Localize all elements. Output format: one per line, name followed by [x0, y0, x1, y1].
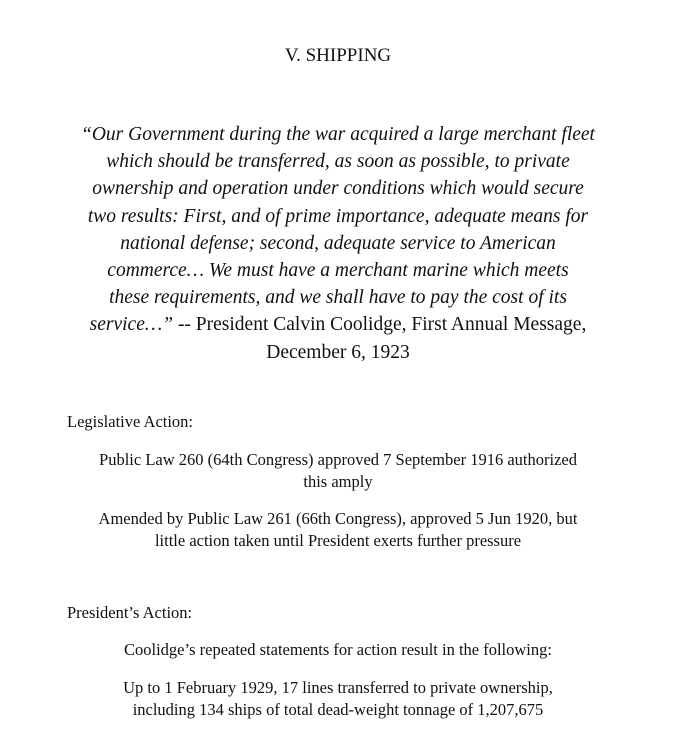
- quote-line: “Our Government during the war acquired a large merchant fleet: [81, 124, 595, 145]
- quote-line: which should be transferred, as soon as possible, to private: [106, 151, 570, 173]
- coolidge-quote: [40, 121, 636, 366]
- quote-line: commerce… We must have a merchant marine which meets: [107, 260, 569, 282]
- legislative-item-1: [40, 449, 636, 493]
- legislative-item-2: [40, 508, 636, 552]
- quote-line: two results: First, and of prime importance, adequate means for: [87, 205, 589, 227]
- quote-last-line: [40, 311, 636, 338]
- legislative-action-label: Legislative Action:: [67, 412, 194, 431]
- quote-line: national defense; second, adequate service to American: [120, 232, 556, 254]
- text-line: including 134 ships of total dead-weight tonnage of 1,207,675: [132, 700, 544, 719]
- text-line: Public Law 260 (64th Congress) approved 7 September 1916 authorized: [99, 450, 577, 469]
- quote-attribution-date: December 6, 1923: [266, 341, 410, 363]
- presidents-action-label: President’s Action:: [67, 603, 193, 622]
- quote-line: ownership and operation under conditions which would secure: [92, 178, 584, 200]
- president-item-2: [40, 677, 636, 721]
- quote-end: service…”: [89, 314, 174, 336]
- quote-attribution: -- President Calvin Coolidge, First Annual Message,: [173, 314, 587, 336]
- page-title: V. SHIPPING: [284, 45, 392, 66]
- text-line: Coolidge’s repeated statements for action result in the following:: [124, 640, 552, 659]
- text-line: Amended by Public Law 261 (66th Congress), approved 5 Jun 1920, but: [98, 509, 578, 528]
- text-line: Up to 1 February 1929, 17 lines transferred to private ownership,: [123, 678, 553, 697]
- president-item-1: [40, 639, 636, 661]
- quote-line: these requirements, and we shall have to pay the cost of its: [109, 287, 567, 309]
- text-line: this amply: [303, 472, 373, 491]
- text-line: little action taken until President exerts further pressure: [154, 531, 522, 550]
